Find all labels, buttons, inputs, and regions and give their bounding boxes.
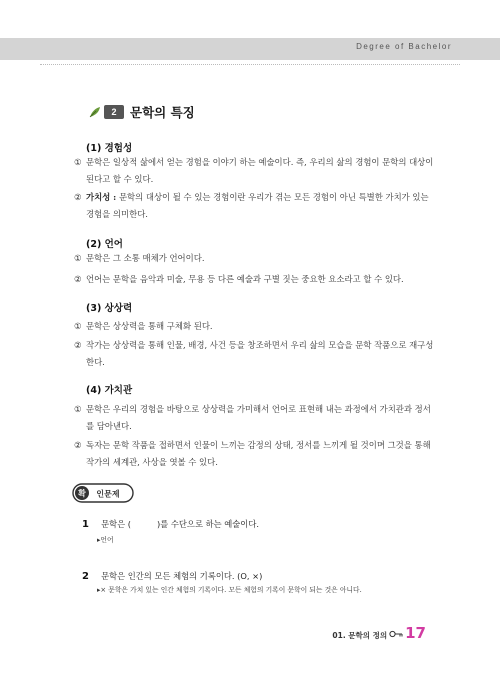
question-number: 2	[82, 571, 89, 582]
item-text: 작가는 상상력을 통해 인물, 배경, 사건 등을 창조하면서 우리 삶의 모습을 문학 작품으로 재구성한다.	[86, 340, 434, 367]
item-marker: ①	[74, 253, 82, 263]
question-text: 문학은 인간의 모든 체험의 기록이다. (O, ×)	[101, 571, 263, 581]
chapter-label: 01. 문학의 정의	[332, 631, 388, 640]
item-marker: ②	[74, 440, 82, 450]
subsection-heading: (4) 가치관	[86, 385, 133, 396]
list-item	[75, 318, 435, 335]
item-text: 문학의 대상이 될 수 있는 경험이란 우리가 겪는 모든 경험이 아닌 특별한 가치가 있는 경험을 의미한다.	[86, 192, 429, 219]
item-marker: ②	[74, 192, 82, 202]
item-marker: ②	[74, 340, 82, 350]
question-number: 1	[82, 519, 89, 530]
page-number: 17	[405, 624, 426, 642]
item-marker: ②	[74, 274, 82, 284]
item-marker: ①	[74, 321, 82, 331]
leaf-icon	[88, 105, 102, 119]
header-divider	[40, 64, 460, 65]
item-text: 언어는 문학을 음악과 미술, 무용 등 다른 예술과 구별 짓는 중요한 요소라고 할 수 있다.	[86, 274, 404, 284]
quiz-question	[82, 512, 259, 531]
item-text: 문학은 우리의 경험을 바탕으로 상상력을 가미해서 언어로 표현해 내는 과정에서 가치관과 정서를 담아낸다.	[86, 404, 431, 431]
question-text: 문학은 (	[101, 519, 132, 529]
section-heading: 문학의 특징	[130, 105, 195, 120]
question-text-after: )를 수단으로 하는 예술이다.	[157, 519, 259, 529]
subsection-heading: (2) 언어	[86, 239, 123, 250]
item-term: 가치성 :	[86, 192, 117, 202]
section-number-badge: 2	[104, 105, 124, 119]
list-item	[75, 271, 435, 288]
subsection-heading: (1) 경험성	[86, 143, 133, 154]
key-icon	[389, 630, 403, 638]
list-item	[75, 250, 435, 267]
item-text: 문학은 일상적 삶에서 얻는 경험을 이야기 하는 예술이다. 즉, 우리의 삶의 경험이 문학의 대상이 된다고 할 수 있다.	[86, 157, 434, 184]
svg-text:인문제: 인문제	[96, 489, 120, 499]
page-footer	[332, 624, 426, 642]
section-title	[88, 103, 195, 121]
series-title: Degree of Bachelor	[356, 42, 452, 51]
item-text: 문학은 그 소통 매체가 언어이다.	[86, 253, 205, 263]
item-text: 문학은 상상력을 통해 구체화 된다.	[86, 321, 213, 331]
quiz-logo	[72, 483, 134, 503]
list-item	[75, 337, 435, 371]
item-marker: ①	[74, 157, 82, 167]
list-item	[75, 401, 435, 435]
list-item	[75, 437, 435, 471]
subsection-heading: (3) 상상력	[86, 303, 133, 314]
item-marker: ①	[74, 404, 82, 414]
list-item	[75, 189, 435, 223]
list-item	[75, 154, 435, 188]
svg-text:확: 확	[78, 489, 86, 498]
quiz-question	[82, 564, 262, 583]
question-answer: ▸× 문학은 가치 있는 인간 체험의 기록이다. 모든 체험의 기록이 문학이 되는 것은 아니다.	[97, 586, 362, 594]
question-answer: ▸언어	[97, 536, 114, 544]
item-text: 독자는 문학 작품을 접하면서 인물이 느끼는 감정의 상태, 정서를 느끼게 될 것이며 그것을 통해 작가의 세계관, 사상을 엿볼 수 있다.	[86, 440, 431, 467]
